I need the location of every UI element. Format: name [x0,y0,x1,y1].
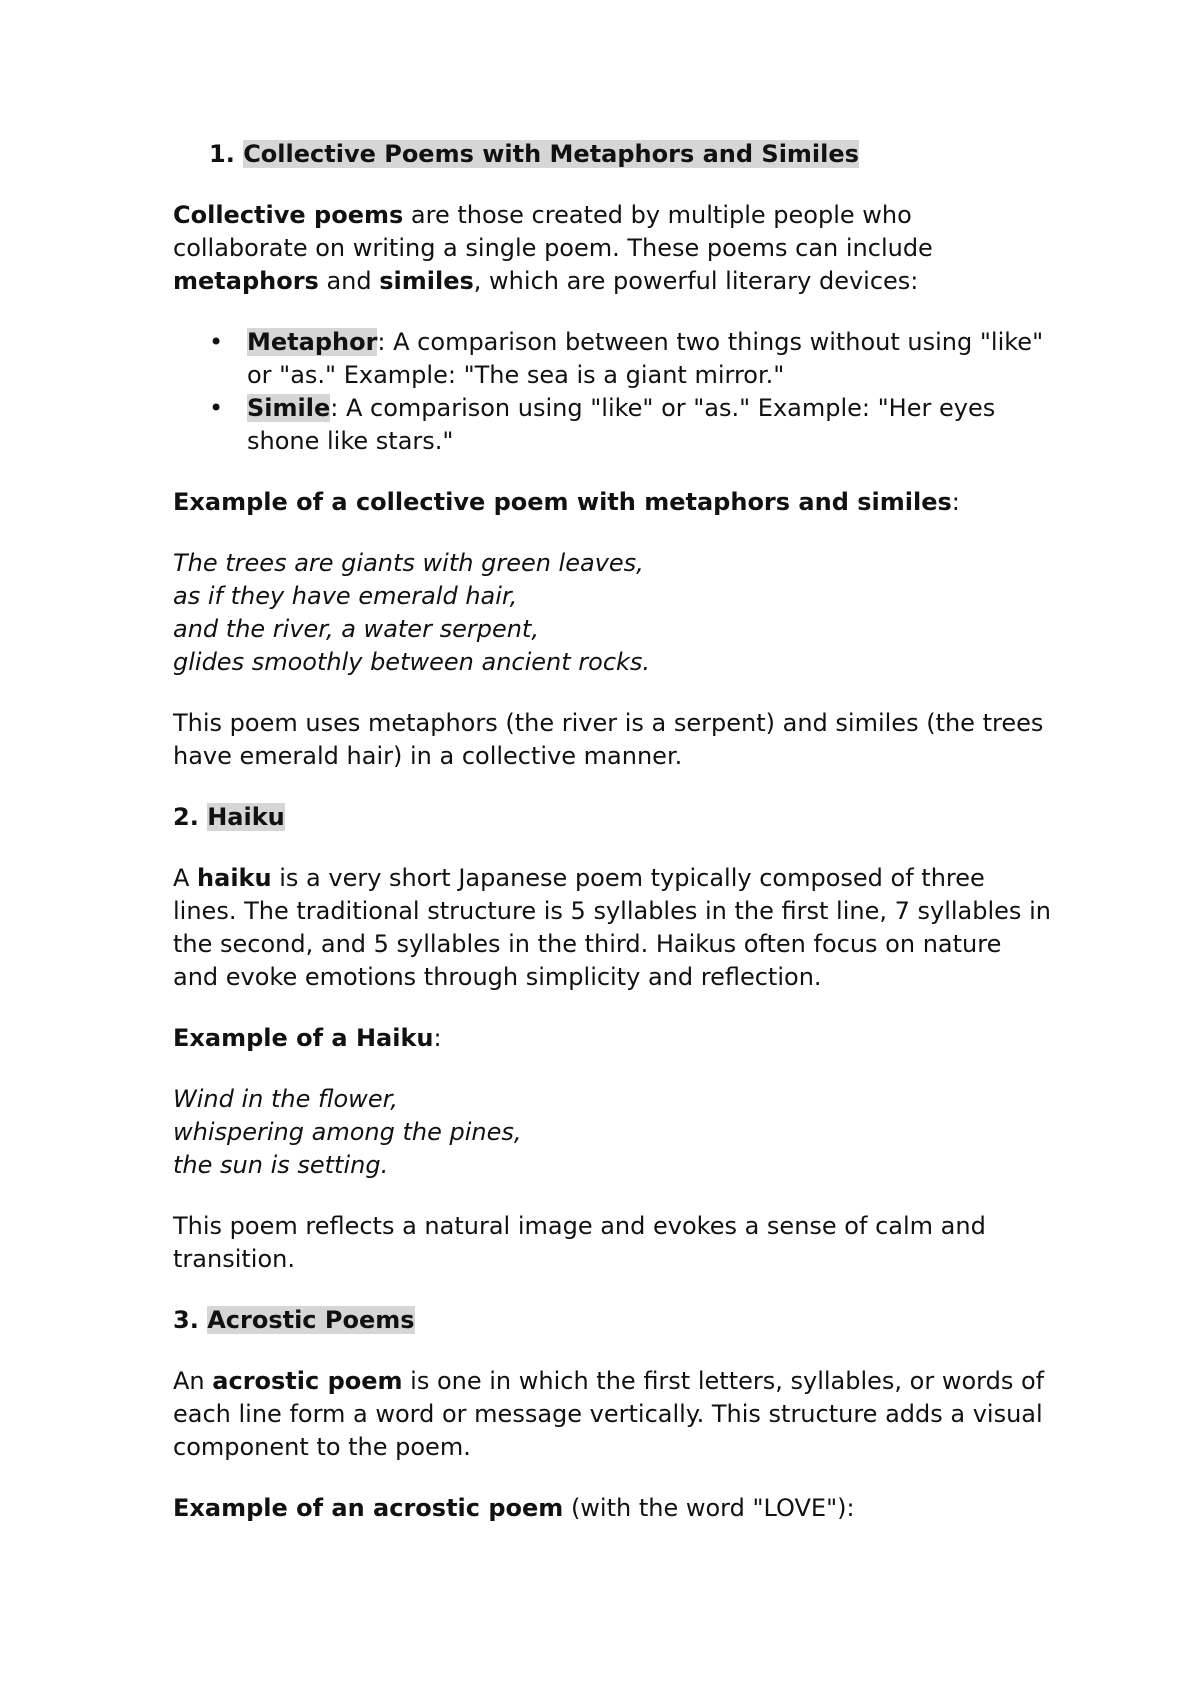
section-1-intro [173,199,1053,298]
poem-line: Wind in the flower, [173,1085,398,1113]
example-suffix: (with the word "LOVE"): [563,1494,855,1522]
bullet-icon: • [209,328,224,356]
example-label: Example of a Haiku [173,1024,434,1052]
section-1-example-label [173,486,1053,519]
intro-text: is one in which the first letters, syllables, or words of each line form a word or message vertically. This structure adds a visual component to the poem. [173,1367,1045,1461]
section-2-example-label [173,1022,1053,1055]
intro-text: An [173,1367,213,1395]
example-colon: : [951,488,960,516]
term-simile: Simile [247,394,331,422]
list-item [173,326,1053,392]
section-1-explanation: This poem uses metaphors (the river is a serpent) and similes (the trees have emerald hair) in a collective manner. [173,709,1044,770]
section-2-poem [173,1083,1053,1182]
section-2-heading [173,801,1053,834]
definition-list [173,326,1053,458]
intro-text: and [318,267,380,295]
definition-text: : A comparison using "like" or "as." Example: "Her eyes shone like stars." [247,394,996,455]
example-label: Example of a collective poem with metaphors and similes [173,488,952,516]
poem-line: and the river, a water serpent, [173,615,539,643]
poem-line: whispering among the pines, [173,1118,522,1146]
document-page [173,138,1053,1553]
term-metaphor: Metaphor [247,328,378,356]
poem-line: the sun is setting. [173,1151,389,1179]
poem-line: glides smoothly between ancient rocks. [173,648,651,676]
poem-line: as if they have emerald hair, [173,582,518,610]
section-1-heading [209,138,1053,171]
section-2-number: 2. [173,803,199,831]
section-3-title: Acrostic Poems [207,1306,415,1334]
section-1-number: 1. [209,140,235,168]
term-similes: similes [379,267,474,295]
example-colon: : [433,1024,442,1052]
section-3-intro [173,1365,1053,1464]
section-1-poem [173,547,1053,679]
section-2-intro [173,862,1053,994]
term-metaphors: metaphors [173,267,319,295]
intro-text: , which are powerful literary devices: [473,267,919,295]
term-collective-poems: Collective poems [173,201,404,229]
section-3-number: 3. [173,1306,199,1334]
definition-text: : A comparison between two things without using "like" or "as." Example: "The sea is a giant mirror." [247,328,1044,389]
intro-text: A [173,864,198,892]
term-haiku: haiku [197,864,272,892]
section-2-title: Haiku [207,803,285,831]
intro-text: are those created by multiple people who collaborate on writing a single poem. These poems can include [173,201,933,262]
section-2-explanation: This poem reflects a natural image and evokes a sense of calm and transition. [173,1212,986,1273]
poem-line: The trees are giants with green leaves, [173,549,644,577]
example-label: Example of an acrostic poem [173,1494,564,1522]
list-item [173,392,1053,458]
term-acrostic-poem: acrostic poem [212,1367,403,1395]
section-3-example-label [173,1492,1053,1525]
intro-text: is a very short Japanese poem typically composed of three lines. The traditional structure is 5 syllables in the first line, 7 syllables in the second, and 5 syllables in the third. Haikus often focus on nature and evoke emotions through simplicity and reflection. [173,864,1051,991]
section-3-heading [173,1304,1053,1337]
section-1-title: Collective Poems with Metaphors and Similes [243,140,859,168]
bullet-icon: • [209,394,224,422]
